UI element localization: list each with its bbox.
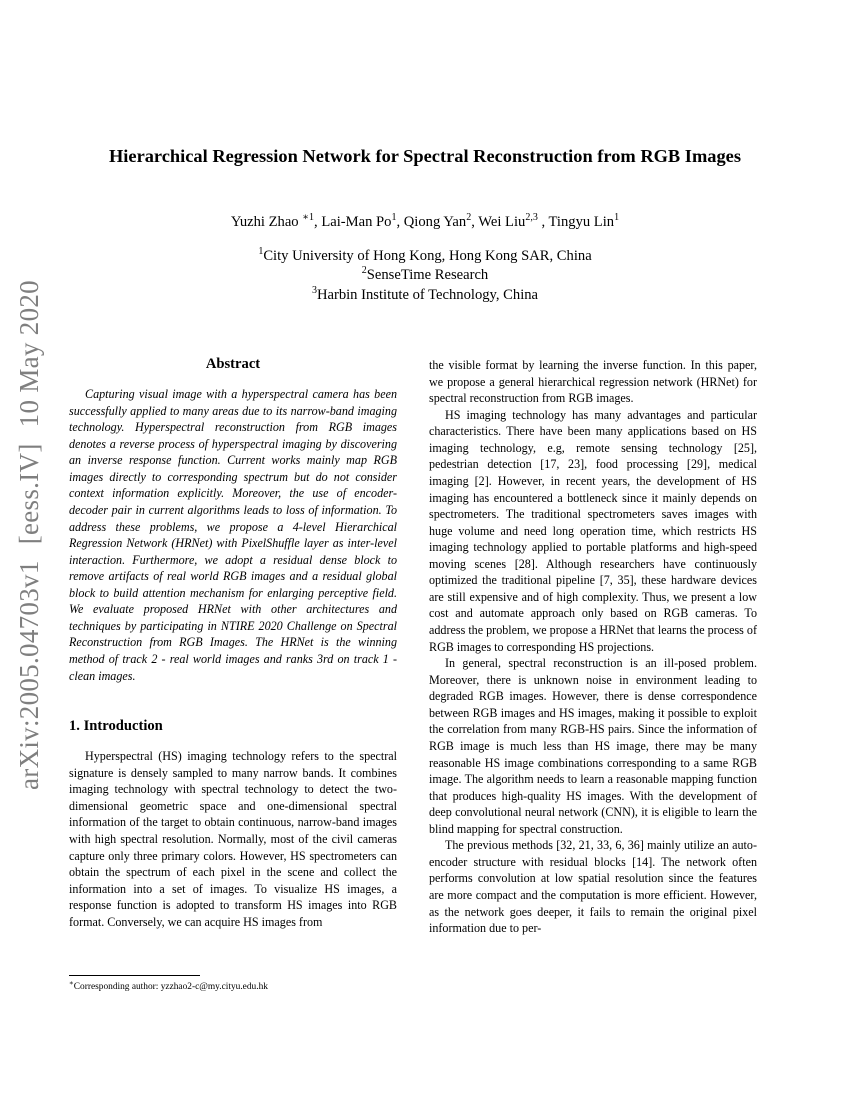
arxiv-date: 10 May 2020 xyxy=(14,280,44,428)
right-column xyxy=(429,357,757,937)
affiliation xyxy=(90,247,760,266)
introduction-paragraph: Hyperspectral (HS) imaging technology refers to the spectral signature is densely sampled to many narrow bands. It combines imaging technology with spectral technology to detect the two-dimensional geometric space and one-dimensional spectral information of the target to obtain continuous, narrow-band images with high spectral resolution. Normally, most of the civil cameras capture only three primary colors. However, HS spectrometers can obtain the spectrum of each pixel in the scene and collect the information into a set of images. To visualize HS images, a response function is adopted to transform HS images into RGB format. Conversely, we can acquire HS images from xyxy=(69,749,397,929)
author-name: Wei Liu xyxy=(478,214,526,230)
affiliation-mark: 3 xyxy=(311,284,317,296)
abstract-text: Capturing visual image with a hyperspectral camera has been successfully applied to many areas due to its narrow-band imaging technology. Hyperspectral reconstruction from RGB images denotes a reverse process of hyperspectral imaging by discovering an inverse response function. Current works mainly map RGB images directly to corresponding spectrum but do not consider context information explicitly. Moreover, the use of encoder-decoder pair in current algorithms leads to loss of information. To address these problems, we propose a 4-level Hierarchical Regression Network (HRNet) with PixelShuffle layer as inter-level interaction. Furthermore, we adopt a residual dense block to remove artifacts of real world RGB images and a residual global block to build attention mechanism for enlarging perceptive field. We evaluate proposed HRNet with other architectures and techniques by participating in NTIRE 2020 Challenge on Spectral Reconstruction from RGB Images. The HRNet is the winning method of track 2 - real world images and ranks 3rd on track 1 - clean images. xyxy=(69,387,397,683)
arxiv-stamp xyxy=(14,271,45,790)
affiliation xyxy=(90,266,760,285)
author-name: Qiong Yan xyxy=(403,214,467,230)
affiliation-list xyxy=(90,247,760,305)
abstract-heading: Abstract xyxy=(205,356,261,372)
footnote xyxy=(69,977,268,994)
author-mark: 2 xyxy=(466,212,472,224)
author-name: Lai-Man Po xyxy=(321,214,392,230)
affiliation-mark: 2 xyxy=(361,265,367,277)
affiliation xyxy=(90,286,760,305)
body-paragraph: HS imaging technology has many advantages and particular characteristics. There have been many applications based on HS imaging technology, e.g, remote sensing technology [25], pedestrian detection [17, 23], food processing [29], medical imaging [2]. However, in recent years, the development of HS imaging has encountered a bottleneck since it mainly depends on spectrometers. The traditional spectrometers saves images with huge volume and need long operation time, which restricts HS imaging technology applied to portable platforms and high-speed moving scenes [28]. Although researchers have continuously optimized the traditional pipeline [7, 35], these hardware devices are still expensive and of high complexity. Thus, we present a low cost and automate approach only based on RGB cameras. To address the problem, we propose a HRNet that learns the process of RGB images to corresponding HS projections. xyxy=(429,407,757,654)
footnote-divider xyxy=(69,975,200,976)
affiliation-mark: 1 xyxy=(258,246,264,258)
left-column xyxy=(69,350,397,930)
author-mark: 1 xyxy=(614,212,620,224)
footnote-mark: ∗ xyxy=(69,979,74,987)
author-mark: 2,3 xyxy=(525,212,538,224)
author-name: Yuzhi Zhao xyxy=(230,214,299,230)
affiliation-text: SenseTime Research xyxy=(366,267,489,284)
paper-title: Hierarchical Regression Network for Spectral Reconstruction from RGB Images xyxy=(109,146,741,166)
affiliation-text: Harbin Institute of Technology, China xyxy=(316,286,539,303)
introduction-heading: 1. Introduction xyxy=(69,718,163,735)
arxiv-category: [eess.IV] xyxy=(14,443,44,545)
author-name: Tingyu Lin xyxy=(548,214,615,230)
continued-paragraph: the visible format by learning the inverse function. In this paper, we propose a general hierarchical regression network (HRNet) for spectral reconstruction from RGB images. xyxy=(429,358,757,406)
author-list: Yuzhi Zhao $^{∗1}$, Lai-Man Po$^1$, Qiong Yan$^2$, Wei Liu$^{2,3}$ , Tingyu Lin$^1$ xyxy=(230,212,620,230)
author-mark[interactable]: ∗1 xyxy=(302,212,315,224)
body-paragraph: The previous methods [32, 21, 33, 6, 36] mainly utilize an auto-encoder structure with residual blocks [14]. The network often performs convolution at low spatial resolution since the features are more compact and the computation is more efficient. However, as the network goes deeper, it fails to remain the original pixel information due to per- xyxy=(429,838,757,936)
affiliation-text: City University of Hong Kong, Hong Kong SAR, China xyxy=(263,248,592,264)
author-mark: 1 xyxy=(391,212,397,224)
body-paragraph: In general, spectral reconstruction is an ill-posed problem. Moreover, there is unknown noise in environment leading to degraded RGB images. However, there is dense correspondence between RGB images and HS images, making it possible to exploit the correlation from many RGB-HS pairs. Since the information of RGB image is much less than HS image, there may be many reasonable HS image combinations corresponding to a same RGB image. The algorithm needs to learn a reasonable mapping function that produces high-quality HS images. With the development of deep convolutional neural network (CNN), it is eligible to learn the blind mapping for spectral construction. xyxy=(429,656,757,836)
arxiv-id[interactable]: arXiv:2005.04703v1 xyxy=(14,560,44,790)
footnote-text: Corresponding author: yzzhao2-c@my.cityu.edu.hk xyxy=(73,982,268,993)
